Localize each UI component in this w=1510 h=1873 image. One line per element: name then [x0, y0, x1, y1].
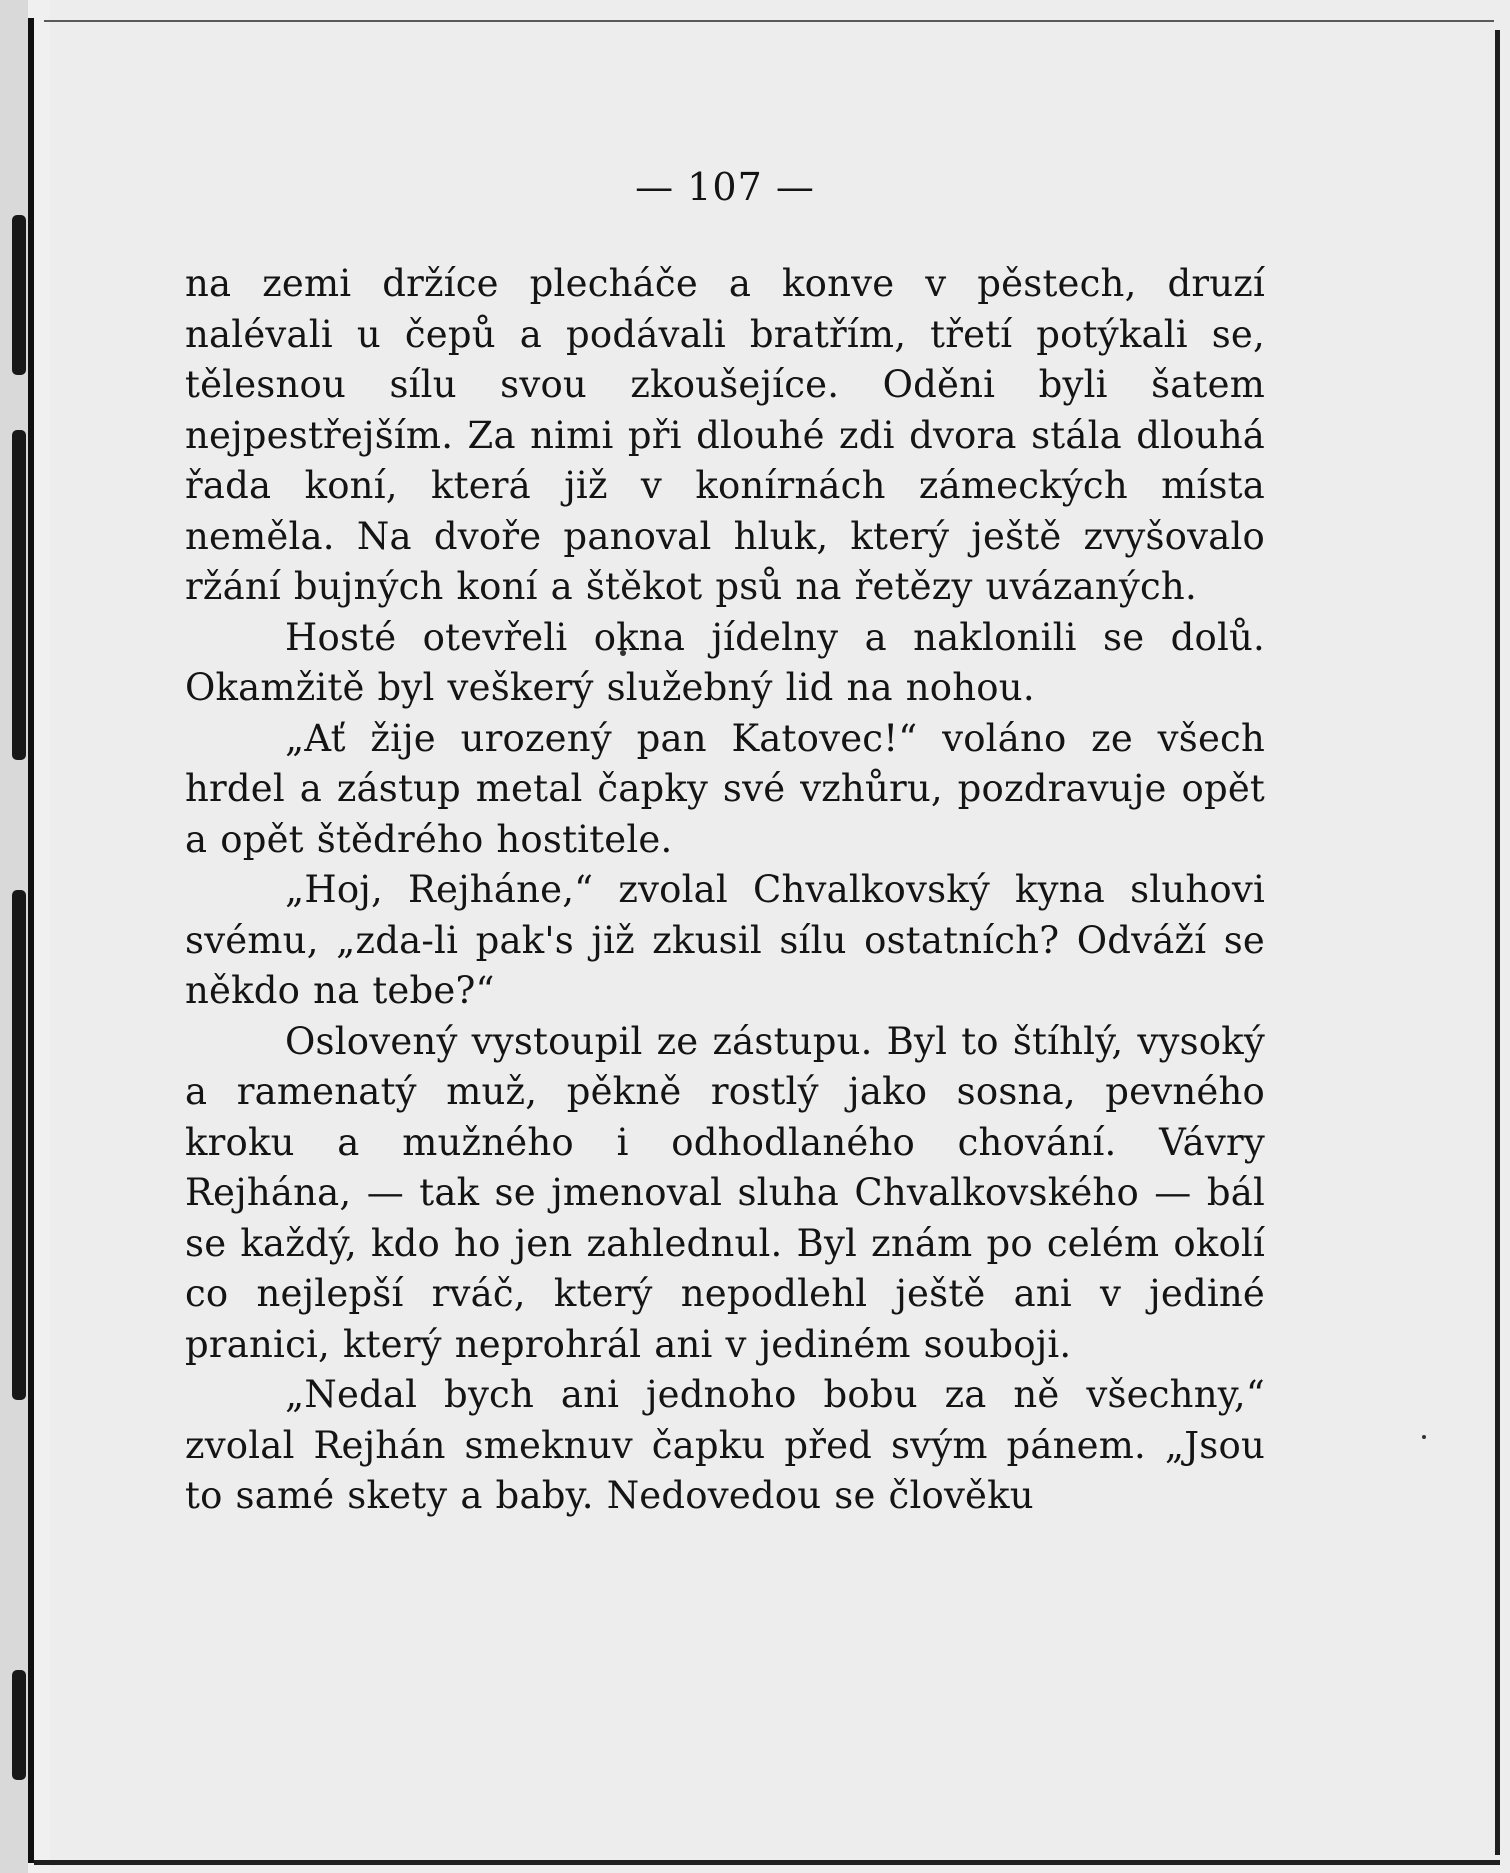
- binding-shadow: [12, 1670, 26, 1780]
- page-right-edge: [1495, 30, 1500, 1855]
- binding-edge: [28, 18, 34, 1863]
- page-top-edge: [44, 20, 1494, 22]
- binding-shadow: [12, 430, 26, 760]
- paragraph: Oslovený vystoupil ze zástupu. Byl to štíhlý, vysoký a ramenatý muž, pěkně rostlý jako sosna, pevného kroku a mužného i odhodlaného chování. Vávry Rejhána, — tak se jmenoval sluha Chvalkovského — bál se každý, kdo ho jen zahlednul. Byl znám po celém okolí co nejlepší rváč, který nepodlehl ještě ani v jediné pranici, který neprohrál ani v jediném souboji.: [185, 1019, 1265, 1366]
- page-text: [185, 259, 1265, 1522]
- paragraph: „Hoj, Rejháne,“ zvolal Chvalkovský kyna sluhovi svému, „zda-li pak's již zkusil sílu ostatních? Odváží se někdo na tebe?“: [185, 868, 1265, 1012]
- paragraph: „Nedal bych ani jednoho bobu za ně všechny,“ zvolal Rejhán smeknuv čapku před svým pánem. „Jsou to samé skety a baby. Nedovedou se člověku: [185, 1373, 1265, 1517]
- binding-shadow: [12, 890, 26, 1400]
- binding-shadow: [12, 215, 26, 375]
- page-number: — 107 —: [635, 165, 815, 209]
- paragraph: Hosté otevřeli okna jídelny a naklonili se dolů. Okamžitě byl veškerý služebný lid na nohou.: [185, 615, 1265, 709]
- book-page: [185, 165, 1265, 1522]
- print-speck: [1422, 1435, 1426, 1439]
- paragraph: „Ať žije urozený pan Katovec!“ voláno ze všech hrdel a zástup metal čapky své vzhůru, pozdravuje opět a opět štědrého hostitele.: [185, 716, 1265, 861]
- page-bottom-edge: [34, 1860, 1500, 1865]
- paragraph: na zemi držíce plecháče a konve v pěstech, druzí nalévali u čepů a podávali bratřím, třetí potýkali se, tělesnou sílu svou zkoušejíce. Oděni byli šatem nejpestřejším. Za nimi při dlouhé zdi dvora stála dlouhá řada koní, která již v konírnách zámeckých místa neměla. Na dvoře panoval hluk, který ještě zvyšovalo ržání bujných koní a štěkot psů na řetězy uvázaných.: [185, 262, 1265, 608]
